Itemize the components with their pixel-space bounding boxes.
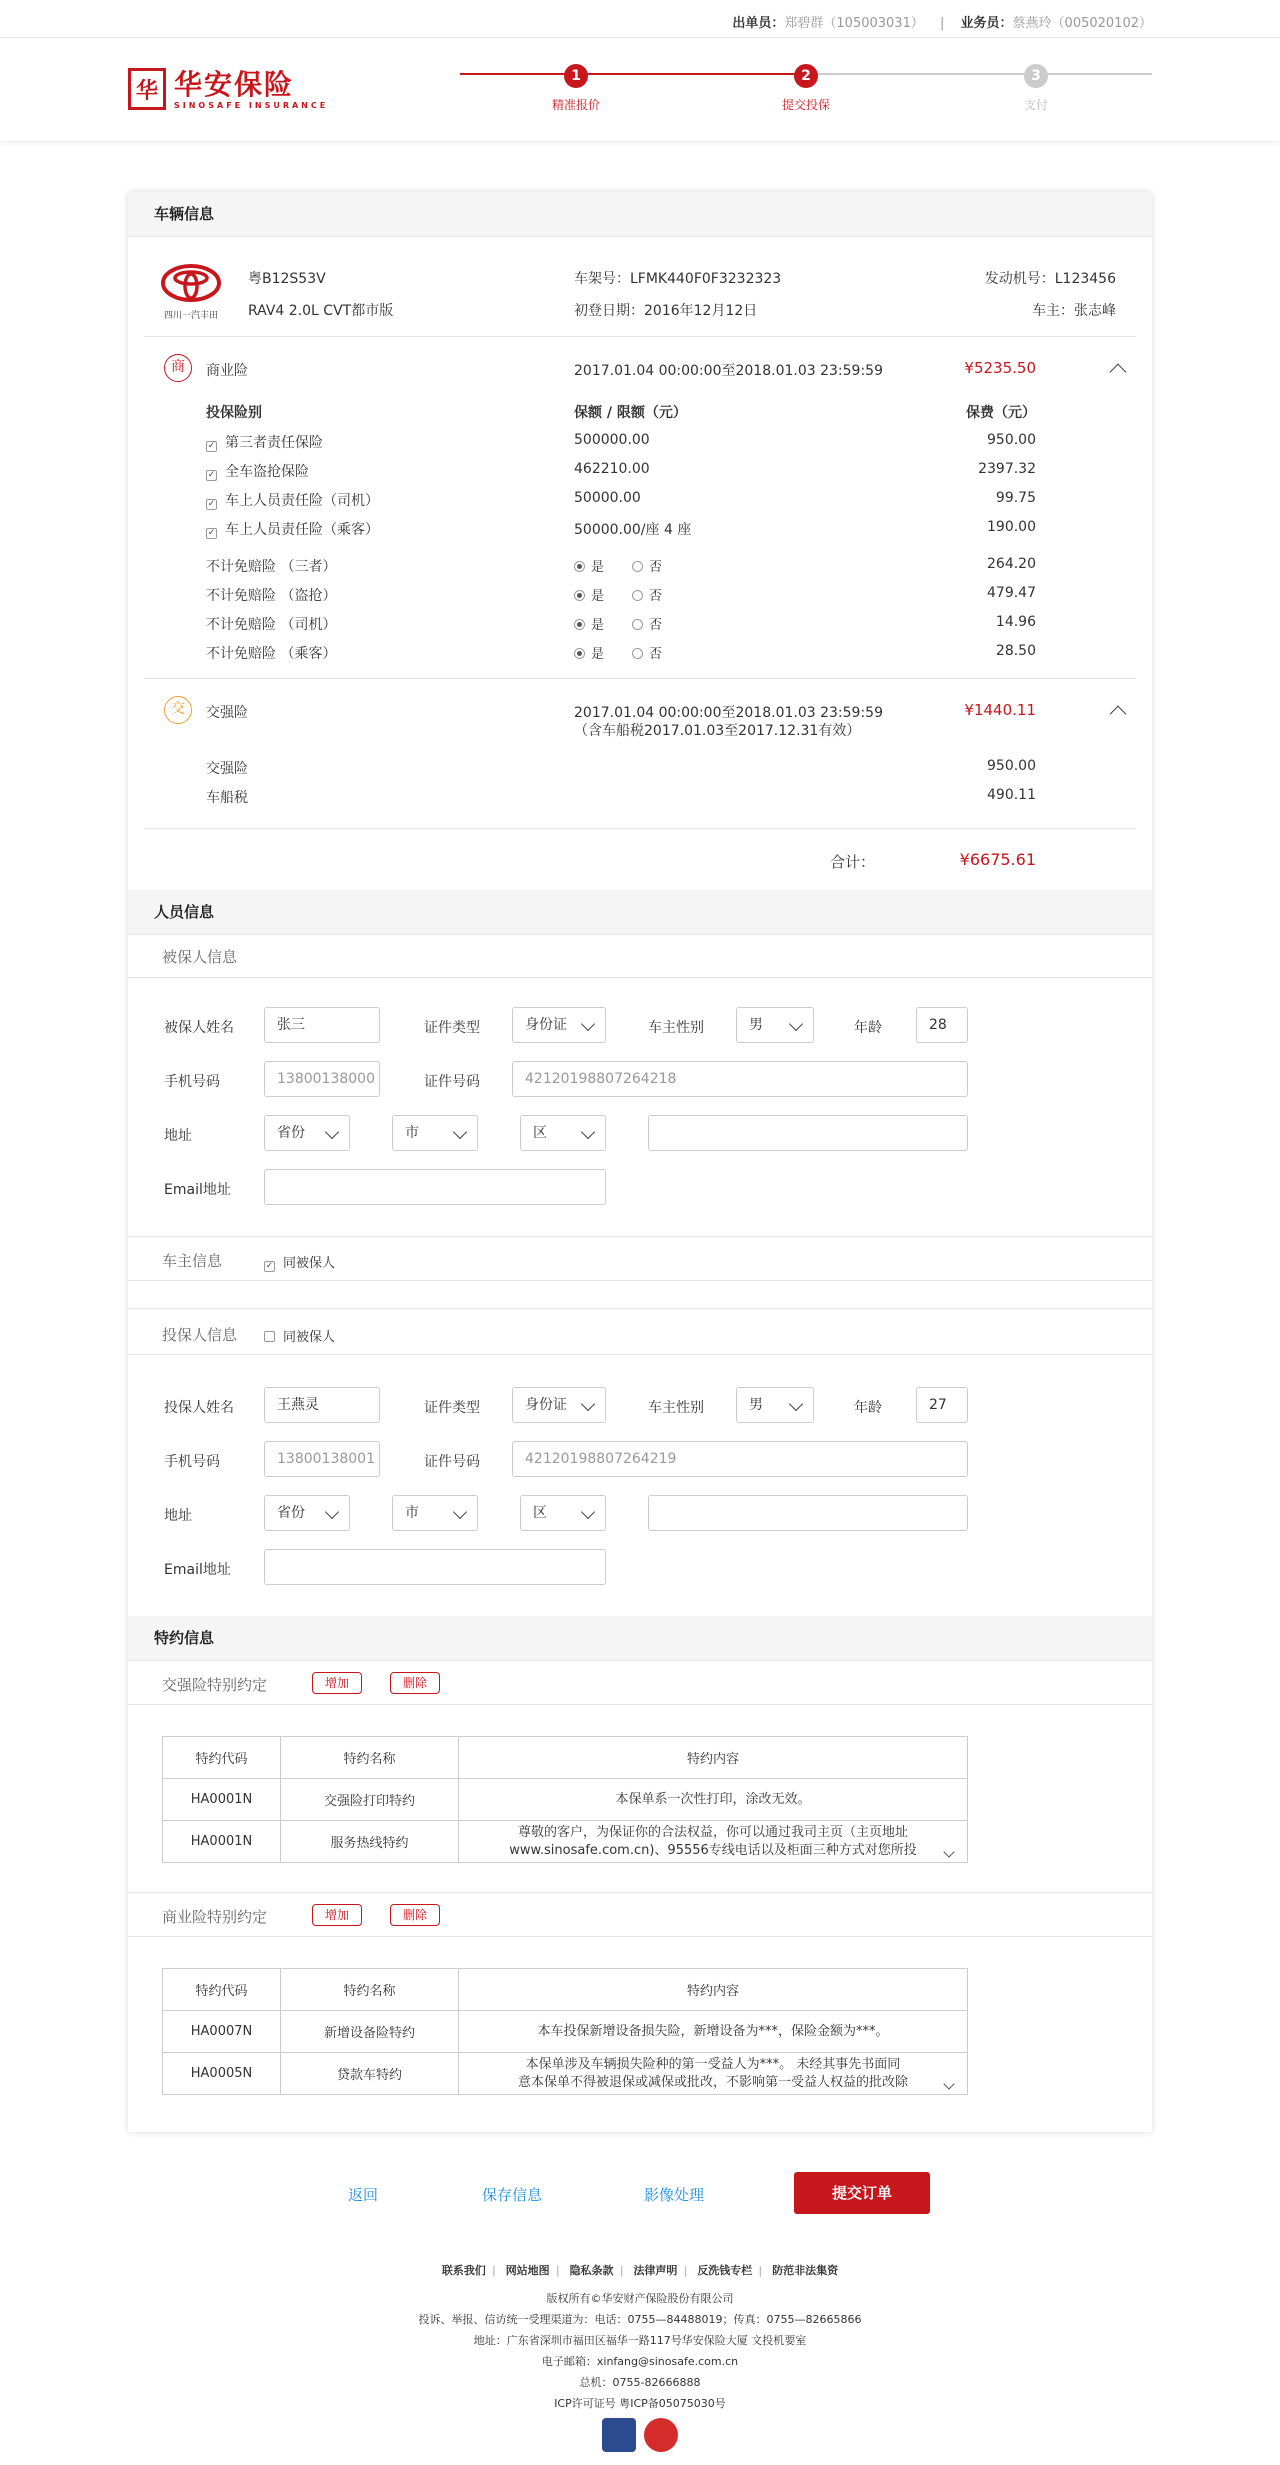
back-button[interactable]: 返回 <box>348 2186 379 2204</box>
gender-select[interactable] <box>736 1387 814 1423</box>
top-bar <box>0 0 1280 38</box>
issuer-label: 出单员： <box>732 16 785 31</box>
contact-info: 投诉、举报、信访统一受理渠道为：电话：0755—84488019；传真：0755—82665866 <box>418 2313 862 2326</box>
police-badge-icon[interactable] <box>602 2418 636 2452</box>
copyright: 版权所有©华安财产保险股份有限公司 <box>546 2292 734 2305</box>
vin: 车架号：LFMK440F0F3232323 <box>574 271 782 287</box>
phone-input[interactable]: 13800138001 <box>264 1441 380 1477</box>
logo-subtitle: SINOSAFE INSURANCE <box>174 100 329 110</box>
age-label: 年龄 <box>854 1400 882 1416</box>
column-header: 特约代码 <box>163 1737 281 1779</box>
coverage-checkbox[interactable] <box>206 519 379 539</box>
action-bar <box>0 2172 1280 2216</box>
column-header: 特约内容 <box>459 1737 968 1779</box>
radio-label: 是 <box>591 647 605 662</box>
select-value: 市 <box>405 1125 419 1141</box>
logo-title: 华安保险 <box>174 67 295 101</box>
divider <box>128 1936 1152 1937</box>
address-label: 地址 <box>164 1128 192 1144</box>
footer <box>0 2262 1280 2455</box>
select-value: 区 <box>533 1125 547 1141</box>
chevron-down-icon <box>453 1125 467 1139</box>
vehicle-tax-note: （含车船税2017.01.03至2017.12.31有效） <box>574 723 861 739</box>
progress-steps <box>460 64 1152 124</box>
save-button[interactable]: 保存信息 <box>482 2186 543 2204</box>
collapse-chevron-up-icon[interactable] <box>1110 364 1127 381</box>
delete-button[interactable]: 删除 <box>390 1904 440 1926</box>
divider <box>128 1236 1152 1237</box>
divider <box>128 1354 1152 1355</box>
compulsory-insurance-title: 交强险 <box>206 705 248 721</box>
city-select[interactable] <box>392 1115 478 1151</box>
column-limit: 保额 / 限额（元） <box>574 405 687 421</box>
checkbox-checked-icon[interactable]: ✓ <box>207 528 216 538</box>
table-header <box>163 1969 968 2011</box>
divider <box>128 1892 1152 1893</box>
table-row <box>163 2011 968 2053</box>
content-line: 意本保单不得被退保或减保或批改，不影响第一受益人权益的批改除 <box>517 2074 908 2090</box>
radio-yes[interactable] <box>574 643 604 662</box>
commercial-special-table <box>162 1968 968 2095</box>
radio-icon[interactable] <box>632 648 643 659</box>
age-input[interactable]: 28 <box>916 1007 968 1043</box>
owner-same-checkbox[interactable] <box>264 1252 335 1272</box>
divider <box>144 678 1136 679</box>
radio-selected-icon[interactable] <box>574 561 585 572</box>
id-number-input[interactable]: 42120198807264219 <box>512 1441 968 1477</box>
email-input[interactable] <box>264 1169 606 1205</box>
chevron-down-icon <box>325 1505 339 1519</box>
radio-label: 是 <box>591 560 605 575</box>
radio-icon[interactable] <box>632 590 643 601</box>
checkbox-checked-icon[interactable]: ✓ <box>265 1261 274 1271</box>
insured-name-input[interactable]: 张三 <box>264 1007 380 1043</box>
email-label: Email地址 <box>164 1182 231 1198</box>
plate-number: 粤B12S53V <box>248 271 326 287</box>
coverage-name: 车上人员责任险（司机） <box>225 493 379 509</box>
radio-label: 否 <box>649 560 663 575</box>
select-value: 区 <box>533 1505 547 1521</box>
special-name: 服务热线特约 <box>281 1821 459 1863</box>
footer-link[interactable]: 网站地图 <box>505 2264 550 2277</box>
coverage-limit: 50000.00/座 4 座 <box>574 522 692 538</box>
special-content <box>459 2053 968 2095</box>
radio-yes[interactable] <box>574 556 604 575</box>
id-number-input[interactable]: 42120198807264218 <box>512 1061 968 1097</box>
checkbox-checked-icon[interactable]: ✓ <box>207 499 216 509</box>
image-process-button[interactable]: 影像处理 <box>644 2186 705 2204</box>
compulsory-item-name: 车船税 <box>206 790 248 806</box>
coverage-name: 全车盗抢保险 <box>225 464 309 480</box>
add-button[interactable]: 增加 <box>312 1904 362 1926</box>
compulsory-item-premium: 950.00 <box>987 758 1036 774</box>
address-label: 地址 <box>164 1508 192 1524</box>
footer-link[interactable]: 反洗钱专栏 <box>697 2264 753 2277</box>
coverage-premium: 950.00 <box>987 432 1036 448</box>
compulsory-amount: ¥1440.11 <box>964 701 1036 719</box>
chevron-down-icon <box>581 1125 595 1139</box>
special-code: HA0001N <box>163 1779 281 1821</box>
car-owner: 车主：张志峰 <box>1032 303 1116 319</box>
owner-subtitle: 车主信息 <box>162 1252 223 1270</box>
commercial-period: 2017.01.04 00:00:00至2018.01.03 23:59:59 <box>574 363 883 379</box>
compulsory-special-subtitle: 交强险特别约定 <box>162 1676 268 1694</box>
certification-badges <box>0 2418 1280 2455</box>
checkbox-label: 同被保人 <box>283 1256 336 1271</box>
header <box>0 38 1280 142</box>
special-content <box>459 1821 968 1863</box>
deductible-premium: 28.50 <box>995 643 1036 659</box>
car-brand <box>160 264 222 321</box>
phone-info: 总机：0755-82666888 <box>579 2376 701 2389</box>
coverage-premium: 2397.32 <box>978 461 1036 477</box>
step-number: 1 <box>564 64 588 88</box>
gender-label: 车主性别 <box>648 1020 704 1036</box>
district-select[interactable] <box>520 1495 606 1531</box>
radio-selected-icon[interactable] <box>574 590 585 601</box>
deductible-name: 不计免赔险 （盗抢） <box>206 588 337 604</box>
address-info: 地址：广东省深圳市福田区福华一路117号华安保险大厦 文投机要室 <box>473 2334 807 2347</box>
trust-seal-icon[interactable] <box>644 2418 678 2452</box>
step-number: 2 <box>794 64 818 88</box>
chevron-down-icon <box>453 1505 467 1519</box>
radio-icon[interactable] <box>632 619 643 630</box>
total-label: 合计： <box>830 853 876 871</box>
gender-select[interactable] <box>736 1007 814 1043</box>
content-line: 本保单系一次性打印，涂改无效。 <box>615 1791 811 1807</box>
checkbox-checked-icon[interactable]: ✓ <box>207 470 216 480</box>
commercial-insurance-icon: 商 <box>164 354 192 382</box>
holder-name-input[interactable]: 王燕灵 <box>264 1387 380 1423</box>
phone-label: 手机号码 <box>164 1454 220 1470</box>
radio-yes[interactable] <box>574 614 604 633</box>
table-header <box>163 1737 968 1779</box>
coverage-limit: 50000.00 <box>574 490 641 506</box>
special-content <box>459 1779 968 1821</box>
column-header: 特约代码 <box>163 1969 281 2011</box>
special-code: HA0007N <box>163 2011 281 2053</box>
agent-value: 蔡燕玲（005020102） <box>1012 16 1152 31</box>
province-select[interactable] <box>264 1115 350 1151</box>
special-content <box>459 2011 968 2053</box>
email-input[interactable] <box>264 1549 606 1585</box>
id-number-label: 证件号码 <box>424 1454 480 1470</box>
step-label: 提交投保 <box>781 98 830 112</box>
coverage-checkbox[interactable] <box>206 461 309 481</box>
deductible-premium: 14.96 <box>995 614 1036 630</box>
step-label: 精准报价 <box>551 98 600 112</box>
phone-label: 手机号码 <box>164 1074 220 1090</box>
divider <box>128 1704 1152 1705</box>
divider: | <box>940 16 945 31</box>
holder-same-checkbox[interactable] <box>264 1326 335 1345</box>
select-value: 省份 <box>277 1125 305 1141</box>
step-label: 支付 <box>1023 98 1048 112</box>
id-type-select[interactable] <box>512 1387 606 1423</box>
id-type-label: 证件类型 <box>424 1020 480 1036</box>
select-value: 省份 <box>277 1505 305 1521</box>
compulsory-special-table <box>162 1736 968 1863</box>
radio-yes[interactable] <box>574 585 604 604</box>
coverage-name: 第三者责任保险 <box>225 435 323 451</box>
commercial-special-subtitle: 商业险特别约定 <box>162 1908 268 1926</box>
column-header: 特约内容 <box>459 1969 968 2011</box>
table-row <box>163 2053 968 2095</box>
table-row <box>163 1779 968 1821</box>
chevron-down-icon <box>581 1017 595 1031</box>
radio-no[interactable] <box>632 614 662 633</box>
column-header: 特约名称 <box>281 1969 459 2011</box>
radio-label: 是 <box>591 618 605 633</box>
compulsory-insurance-icon: 交 <box>164 696 192 724</box>
insured-subtitle: 被保人信息 <box>128 934 1152 978</box>
step-2 <box>746 64 866 113</box>
step-1 <box>516 64 636 113</box>
car-model: RAV4 2.0L CVT都市版 <box>248 303 394 319</box>
issuer-value: 郑碧群（105003031） <box>784 16 924 31</box>
checkbox-checked-icon[interactable]: ✓ <box>207 441 216 451</box>
divider <box>128 1308 1152 1309</box>
compulsory-item-name: 交强险 <box>206 761 248 777</box>
special-name: 交强险打印特约 <box>281 1779 459 1821</box>
id-type-label: 证件类型 <box>424 1400 480 1416</box>
step-number: 3 <box>1024 64 1048 88</box>
coverage-premium: 190.00 <box>987 519 1036 535</box>
total-amount: ¥6675.61 <box>959 850 1036 869</box>
footer-link[interactable]: 法律声明 <box>633 2264 678 2277</box>
select-value: 男 <box>749 1017 763 1033</box>
footer-link[interactable]: 联系我们 <box>441 2264 486 2277</box>
special-name: 新增设备险特约 <box>281 2011 459 2053</box>
special-section-title: 特约信息 <box>128 1616 1152 1660</box>
deductible-name: 不计免赔险 （司机） <box>206 617 337 633</box>
registration-date: 初登日期：2016年12月12日 <box>574 303 758 319</box>
radio-icon[interactable] <box>632 561 643 572</box>
chevron-down-icon <box>581 1397 595 1411</box>
special-code: HA0005N <box>163 2053 281 2095</box>
compulsory-item-premium: 490.11 <box>987 787 1036 803</box>
coverage-limit: 500000.00 <box>574 432 650 448</box>
province-select[interactable] <box>264 1495 350 1531</box>
divider <box>144 828 1136 829</box>
select-value: 男 <box>749 1397 763 1413</box>
phone-input[interactable]: 13800138000 <box>264 1061 380 1097</box>
content-line: 尊敬的客户，为保证你的合法权益，你可以通过我司主页（主页地址 <box>517 1824 908 1840</box>
checkbox-label: 同被保人 <box>283 1330 336 1345</box>
radio-label: 否 <box>649 618 663 633</box>
select-value: 身份证 <box>525 1397 567 1413</box>
column-header: 特约名称 <box>281 1737 459 1779</box>
city-select[interactable] <box>392 1495 478 1531</box>
step-3 <box>976 64 1096 113</box>
icp-info[interactable]: ICP许可证号 粤ICP备05075030号 <box>554 2397 726 2410</box>
email-label: Email地址 <box>164 1562 231 1578</box>
column-premium: 保费（元） <box>966 405 1036 421</box>
coverage-name: 车上人员责任险（乘客） <box>225 522 379 538</box>
select-value: 市 <box>405 1505 419 1521</box>
divider <box>128 1280 1152 1281</box>
divider <box>128 236 1152 237</box>
radio-label: 否 <box>649 647 663 662</box>
radio-selected-icon[interactable] <box>574 619 585 630</box>
holder-subtitle: 投保人信息 <box>162 1326 238 1344</box>
brand-name: 四川一汽丰田 <box>163 311 218 321</box>
radio-no[interactable] <box>632 556 662 575</box>
footer-link[interactable]: 隐私条款 <box>569 2264 614 2277</box>
radio-label: 否 <box>649 589 663 604</box>
column-coverage: 投保险别 <box>206 405 262 421</box>
person-section-title: 人员信息 <box>128 890 1152 934</box>
chevron-down-icon <box>789 1397 803 1411</box>
engine-number: 发动机号：L123456 <box>984 271 1116 287</box>
radio-selected-icon[interactable] <box>574 648 585 659</box>
logo[interactable] <box>128 68 328 110</box>
address-detail-input[interactable] <box>648 1115 968 1151</box>
deductible-premium: 479.47 <box>987 585 1036 601</box>
divider <box>128 1660 1152 1661</box>
select-value: 身份证 <box>525 1017 567 1033</box>
delete-button[interactable]: 删除 <box>390 1672 440 1694</box>
deductible-name: 不计免赔险 （三者） <box>206 559 337 575</box>
content-line: www.sinosafe.com.cn)、95556专线电话以及柜面三种方式对您所投 <box>509 1842 917 1858</box>
order-card <box>128 192 1152 2132</box>
radio-no[interactable] <box>632 585 662 604</box>
radio-no[interactable] <box>632 643 662 662</box>
email-info[interactable]: 电子邮箱：xinfang@sinosafe.com.cn <box>541 2355 739 2368</box>
coverage-premium: 99.75 <box>995 490 1036 506</box>
commercial-amount: ¥5235.50 <box>964 359 1036 377</box>
submit-order-button[interactable]: 提交订单 <box>794 2172 930 2214</box>
agent-label: 业务员： <box>960 16 1013 31</box>
deductible-name: 不计免赔险 （乘客） <box>206 646 337 662</box>
insured-name-label: 被保人姓名 <box>164 1020 234 1036</box>
table-row <box>163 1821 968 1863</box>
commercial-insurance-title: 商业险 <box>206 363 248 379</box>
content-line: 本车投保新增设备损失险，新增设备为***，保险金额为***。 <box>537 2023 889 2039</box>
coverage-checkbox[interactable] <box>206 490 379 510</box>
deductible-premium: 264.20 <box>987 556 1036 572</box>
age-input[interactable]: 27 <box>916 1387 968 1423</box>
chevron-down-icon <box>581 1505 595 1519</box>
id-number-label: 证件号码 <box>424 1074 480 1090</box>
footer-link[interactable]: 防范非法集资 <box>772 2264 839 2277</box>
collapse-chevron-up-icon[interactable] <box>1110 706 1127 723</box>
operator-info <box>732 12 1152 31</box>
address-detail-input[interactable] <box>648 1495 968 1531</box>
content-line: 本保单涉及车辆损失险种的第一受益人为***。 未经其事先书面同 <box>525 2056 901 2072</box>
footer-links: 联系我们 | 网站地图 | 隐私条款 | 法律声明 | 反洗钱专栏 | 防范非法集资 <box>441 2264 839 2277</box>
chevron-down-icon <box>325 1125 339 1139</box>
special-code: HA0001N <box>163 1821 281 1863</box>
toyota-logo-icon <box>161 264 221 302</box>
radio-label: 是 <box>591 589 605 604</box>
chevron-down-icon <box>789 1017 803 1031</box>
logo-mark-icon: 华 <box>128 68 166 110</box>
coverage-checkbox[interactable] <box>206 432 323 452</box>
checkbox-icon[interactable] <box>264 1331 275 1342</box>
vehicle-section-title: 车辆信息 <box>128 192 1152 236</box>
id-type-select[interactable] <box>512 1007 606 1043</box>
divider <box>144 336 1136 337</box>
add-button[interactable]: 增加 <box>312 1672 362 1694</box>
district-select[interactable] <box>520 1115 606 1151</box>
coverage-limit: 462210.00 <box>574 461 650 477</box>
holder-name-label: 投保人姓名 <box>164 1400 234 1416</box>
compulsory-period: 2017.01.04 00:00:00至2018.01.03 23:59:59 <box>574 705 883 721</box>
age-label: 年龄 <box>854 1020 882 1036</box>
gender-label: 车主性别 <box>648 1400 704 1416</box>
special-name: 贷款车特约 <box>281 2053 459 2095</box>
